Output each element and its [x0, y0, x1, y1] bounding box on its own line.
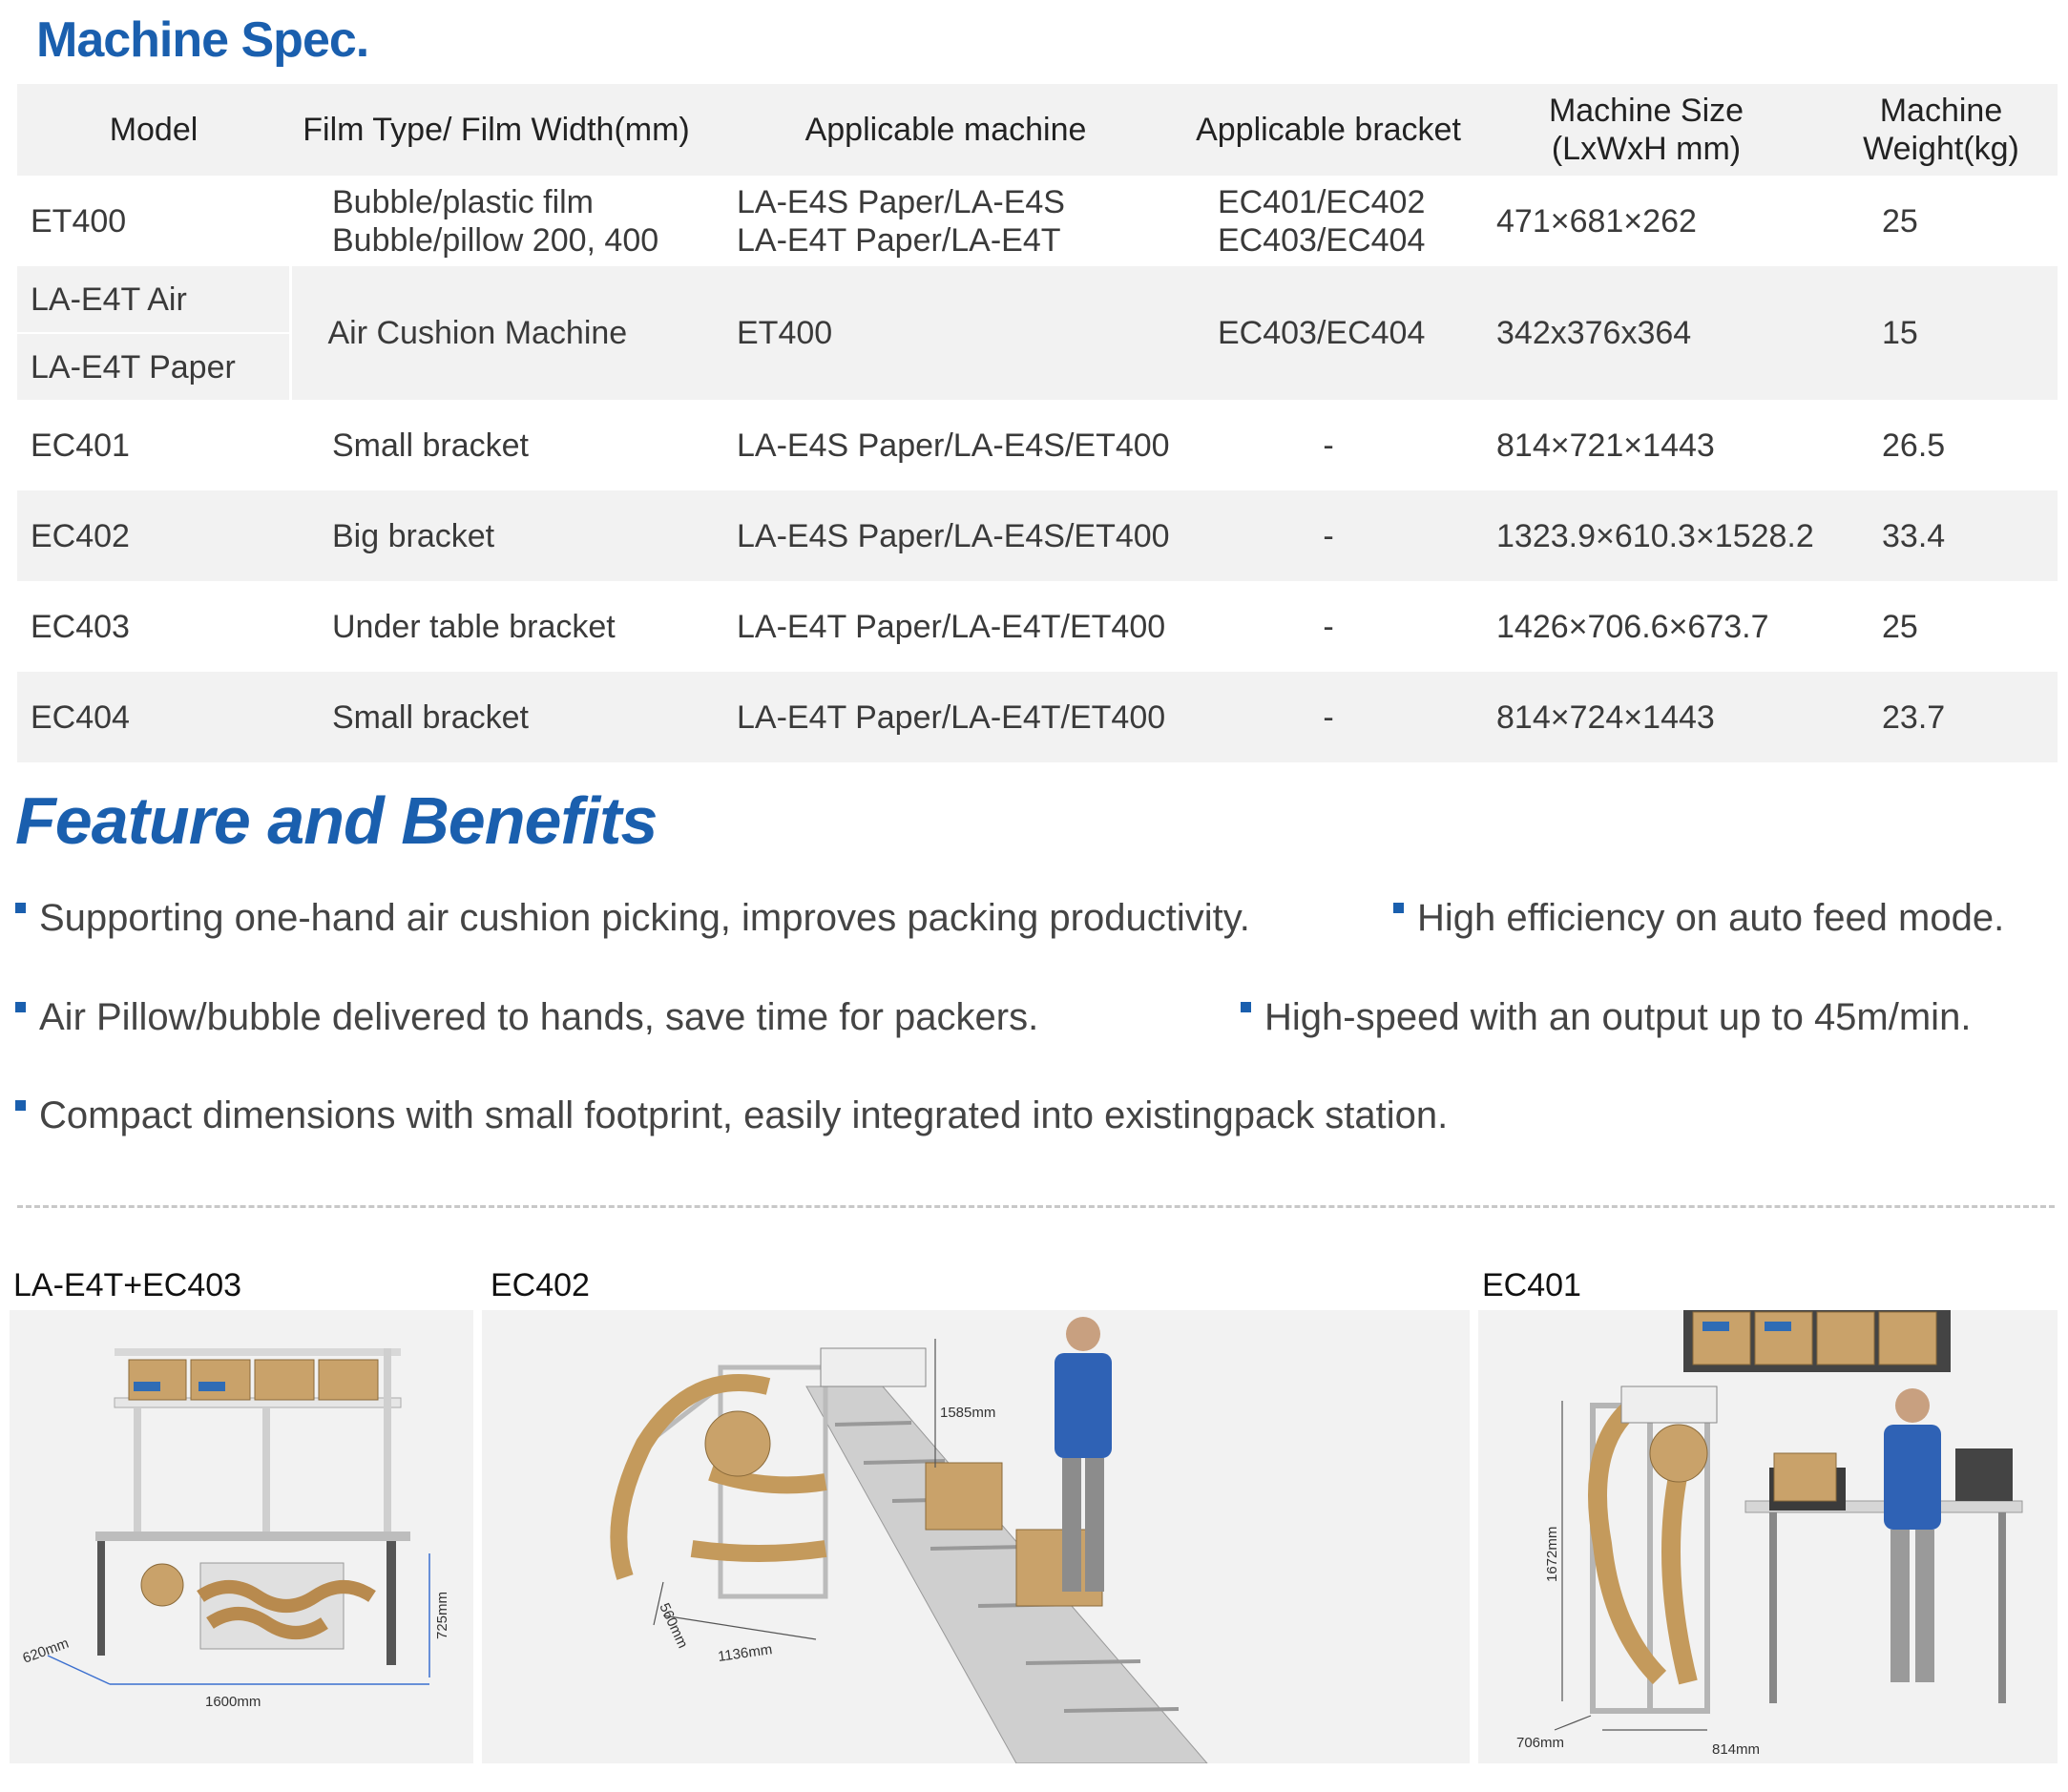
- roller-conveyor: [806, 1386, 1207, 1763]
- air-cushion-machine: [1621, 1386, 1717, 1423]
- table-row: [17, 176, 2058, 266]
- bullet-square-icon: [15, 1100, 26, 1111]
- cell-size: 342x376x364: [1468, 266, 1825, 400]
- caption-ec401: EC401: [1482, 1267, 1581, 1303]
- cell-machine: LA-E4T Paper/LA-E4T/ET400: [702, 581, 1189, 672]
- cell-weight: 33.4: [1825, 490, 2058, 581]
- dim-label-1672: 1672mm: [1544, 1526, 1560, 1582]
- cell-machine: LA-E4S Paper/LA-E4S/ET400: [702, 400, 1189, 490]
- feature-item: Air Pillow/bubble delivered to hands, save time for packers.: [15, 996, 1038, 1039]
- dim-label-725: 725mm: [434, 1591, 450, 1639]
- cell-size: 814×721×1443: [1468, 400, 1825, 490]
- feature-item: High-speed with an output up to 45m/min.: [1241, 996, 1971, 1039]
- product-image-la-e4t-ec403: [10, 1310, 473, 1763]
- feature-item: Supporting one-hand air cushion picking, improves packing productivity.: [15, 897, 1250, 940]
- header-model: Model: [17, 84, 290, 176]
- feature-item: High efficiency on auto feed mode.: [1393, 897, 2004, 940]
- machine-spec-title: Machine Spec.: [36, 12, 369, 68]
- cell-model: LA-E4T Air: [17, 266, 290, 333]
- cell-weight: 25: [1825, 176, 2058, 266]
- cell-weight: 15: [1825, 266, 2058, 400]
- header-bracket: Applicable bracket: [1189, 84, 1468, 176]
- cell-film: Under table bracket: [290, 581, 702, 672]
- header-machine: Applicable machine: [702, 84, 1189, 176]
- cell-weight: 26.5: [1825, 400, 2058, 490]
- table-row: [17, 581, 2058, 672]
- cell-model: EC403: [17, 581, 290, 672]
- cell-bracket: -: [1189, 400, 1468, 490]
- dim-label-620: 620mm: [20, 1635, 72, 1667]
- dashed-divider: [17, 1205, 2055, 1208]
- cell-model: EC402: [17, 490, 290, 581]
- cell-film: Air Cushion Machine: [290, 266, 702, 400]
- dim-label-1600: 1600mm: [205, 1694, 261, 1710]
- features-title: Feature and Benefits: [15, 783, 658, 858]
- cell-bracket: -: [1189, 672, 1468, 762]
- dim-label-1136: 1136mm: [717, 1641, 774, 1665]
- table-row: [17, 400, 2058, 490]
- bullet-square-icon: [1393, 903, 1404, 913]
- dim-label-560: 560mm: [656, 1600, 691, 1652]
- table-row: [17, 490, 2058, 581]
- bullet-square-icon: [15, 903, 26, 913]
- cell-machine: LA-E4S Paper/LA-E4S/ET400: [702, 490, 1189, 581]
- cell-machine: ET400: [702, 266, 1189, 400]
- cell-size: 814×724×1443: [1468, 672, 1825, 762]
- header-weight: Machine Weight(kg): [1825, 84, 2058, 176]
- cell-film: Bubble/plastic film Bubble/pillow 200, 400: [290, 176, 702, 266]
- cell-bracket: EC403/EC404: [1189, 266, 1468, 400]
- cell-machine: LA-E4T Paper/LA-E4T/ET400: [702, 672, 1189, 762]
- cell-machine: LA-E4S Paper/LA-E4S LA-E4T Paper/LA-E4T: [702, 176, 1189, 266]
- caption-la-e4t-ec403: LA-E4T+EC403: [13, 1267, 242, 1303]
- cell-weight: 23.7: [1825, 672, 2058, 762]
- cell-bracket: EC401/EC402 EC403/EC404: [1189, 176, 1468, 266]
- cell-model: ET400: [17, 176, 290, 266]
- dim-label-814: 814mm: [1712, 1741, 1761, 1758]
- cell-film: Small bracket: [290, 672, 702, 762]
- cell-model: LA-E4T Paper: [17, 333, 290, 400]
- product-image-ec401: [1478, 1310, 2058, 1763]
- workbench: [95, 1532, 410, 1665]
- cell-size: 471×681×262: [1468, 176, 1825, 266]
- table-row: [17, 266, 2058, 333]
- feature-item: Compact dimensions with small footprint, easily integrated into existingpack station.: [15, 1094, 1448, 1137]
- cell-bracket: -: [1189, 581, 1468, 672]
- film-roll: [705, 1411, 770, 1476]
- cell-size: 1323.9×610.3×1528.2: [1468, 490, 1825, 581]
- air-cushion-machine: [821, 1348, 926, 1386]
- header-film: Film Type/ Film Width(mm): [290, 84, 702, 176]
- caption-ec402: EC402: [491, 1267, 590, 1303]
- product-image-ec402: [482, 1310, 1470, 1763]
- cell-film: Small bracket: [290, 400, 702, 490]
- cell-model: EC401: [17, 400, 290, 490]
- spec-table: [17, 84, 2058, 762]
- cell-bracket: -: [1189, 490, 1468, 581]
- dim-label-1585: 1585mm: [940, 1405, 996, 1421]
- cell-model: EC404: [17, 672, 290, 762]
- dim-label-706: 706mm: [1516, 1735, 1565, 1751]
- film-roll: [1650, 1425, 1707, 1482]
- bullet-square-icon: [15, 1002, 26, 1012]
- cell-film: Big bracket: [290, 490, 702, 581]
- spec-header-row: [17, 84, 2058, 176]
- header-size: Machine Size (LxWxH mm): [1468, 84, 1825, 176]
- cardboard-boxes: [129, 1360, 378, 1400]
- bullet-square-icon: [1241, 1002, 1251, 1012]
- top-shelf: [1683, 1310, 1951, 1372]
- operator-figure: [1884, 1388, 1941, 1682]
- cell-size: 1426×706.6×673.7: [1468, 581, 1825, 672]
- table-row: [17, 672, 2058, 762]
- cell-weight: 25: [1825, 581, 2058, 672]
